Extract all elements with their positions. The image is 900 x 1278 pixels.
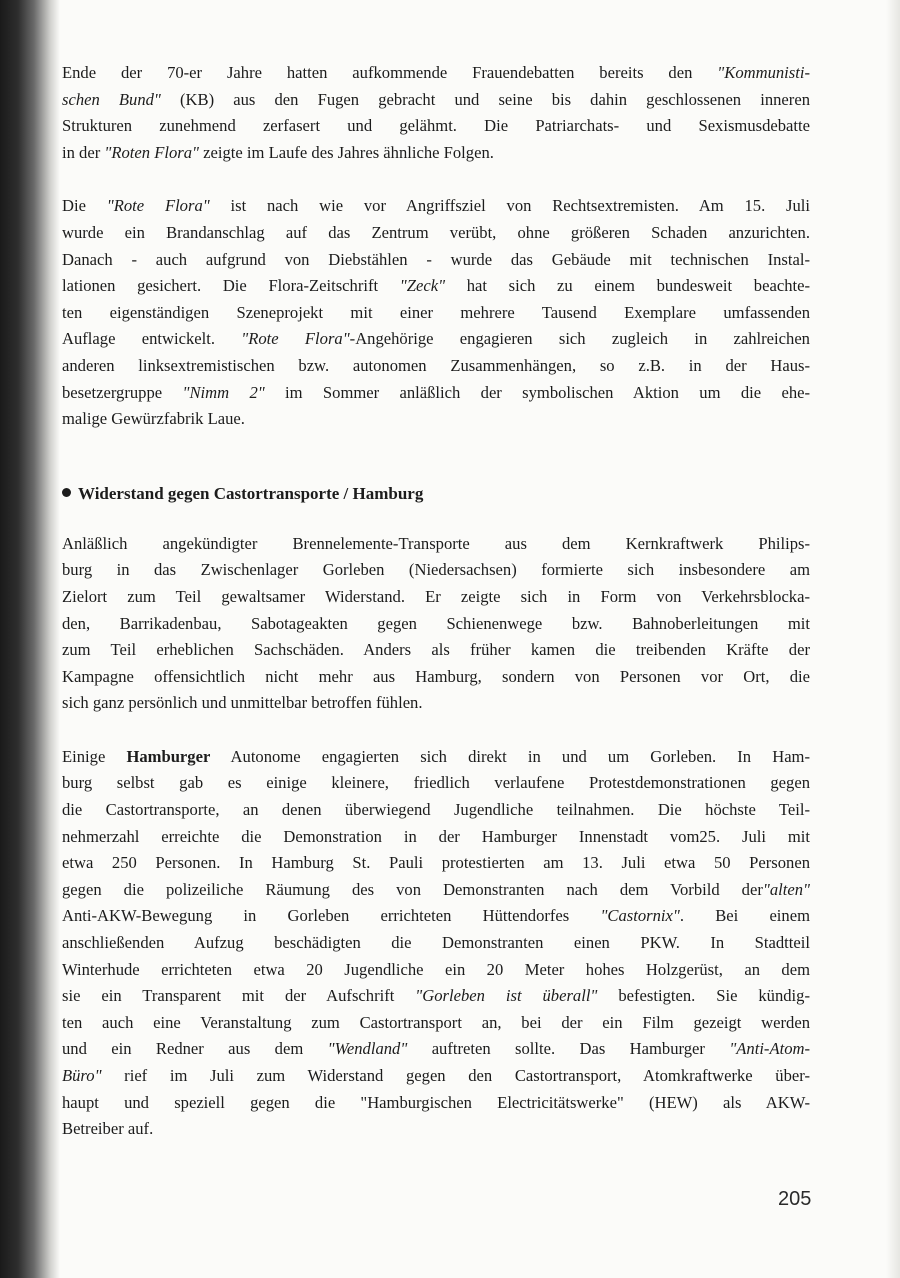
- text-line: anderen linksextremistischen bzw. autonomen Zusammenhängen, so z.B. in der Haus-: [62, 355, 810, 375]
- text-line: etwa 250 Personen. In Hamburg St. Pauli protestierten am 13. Juli etwa 50 Personen: [62, 853, 810, 873]
- text-line: Auflage entwickelt. "Rote Flora"-Angehörige engagieren sich zugleich in zahlreichen: [62, 329, 810, 349]
- text-line: ten eigenständigen Szeneprojekt mit einer mehrere Tausend Exemplare umfassenden: [62, 302, 810, 322]
- text-line: die Castortransporte, an denen überwiegend Jugendliche teilnahmen. Die höchste Teil-: [62, 800, 810, 820]
- text-line: Strukturen zunehmend zerfasert und gelähmt. Die Patriarchats- und Sexismusdebatte: [62, 116, 810, 136]
- text-line: nehmerzahl erreichte die Demonstration in der Hamburger Innenstadt vom25. Juli mit: [62, 826, 810, 846]
- text-line: Die "Rote Flora" ist nach wie vor Angriffsziel von Rechtsextremisten. Am 15. Juli: [62, 196, 811, 216]
- text-line: burg selbst gab es einige kleinere, friedlich verlaufene Protestdemonstrationen gegen: [62, 773, 810, 793]
- page-number: 205: [778, 1188, 812, 1210]
- text-line: Danach - auch aufgrund von Diebstählen - wurde das Gebäude mit technischen Instal-: [62, 249, 810, 269]
- page-edge-shading: [886, 0, 900, 1278]
- paragraph-kb-frauendebatten: [62, 60, 810, 166]
- text-line: Betreiber auf.: [62, 1119, 154, 1139]
- text-line: Zielort zum Teil gewaltsamer Widerstand. Er zeigte sich in Form von Verkehrsblocka-: [62, 586, 810, 606]
- body-text: [62, 60, 810, 1170]
- bullet-icon: [62, 488, 71, 497]
- text-line: anschließenden Aufzug beschädigten die Demonstranten einen PKW. In Stadtteil: [62, 933, 810, 953]
- text-line: Einige Hamburger Autonome engagierten sich direkt in und um Gorleben. In Ham-: [62, 746, 810, 766]
- section-heading: Widerstand gegen Castortransporte / Hamburg: [62, 481, 810, 507]
- text-line: Anti-AKW-Bewegung in Gorleben errichteten Hüttendorfes "Castornix". Bei einem: [62, 906, 810, 926]
- text-line: zum Teil erheblichen Sachschäden. Anders als früher kamen die treibenden Kräfte der: [62, 640, 810, 660]
- binding-shadow: [0, 0, 60, 1278]
- text-line: sich ganz persönlich und unmittelbar betroffen fühlen.: [62, 693, 423, 713]
- text-line: haupt und speziell gegen die "Hamburgischen Electricitätswerke" (HEW) als AKW-: [62, 1092, 810, 1112]
- text-line: Kampagne offensichtlich nicht mehr aus Hamburg, sondern von Personen vor Ort, die: [62, 666, 810, 686]
- text-line: den, Barrikadenbau, Sabotageakten gegen Schienenwege bzw. Bahnoberleitungen mit: [62, 613, 810, 633]
- paragraph-rote-flora: [62, 193, 810, 432]
- text-line: Büro" rief im Juli zum Widerstand gegen den Castortransport, Atomkraftwerke über-: [62, 1066, 810, 1085]
- text-line: sie ein Transparent mit der Aufschrift "Gorleben ist überall" befestigten. Sie kündig-: [62, 986, 810, 1006]
- text-line: gegen die polizeiliche Räumung des von Demonstranten nach dem Vorbild der"alten": [62, 879, 810, 899]
- text-line: Ende der 70-er Jahre hatten aufkommende Frauendebatten bereits den "Kommunisti-: [62, 63, 810, 82]
- text-line: schen Bund" (KB) aus den Fugen gebracht und seine bis dahin geschlossenen inneren: [62, 89, 810, 109]
- text-line: wurde ein Brandanschlag auf das Zentrum verübt, ohne größeren Schaden anzurichten.: [62, 222, 810, 242]
- text-line: Anläßlich angekündigter Brennelemente-Transporte aus dem Kernkraftwerk Philips-: [62, 533, 810, 553]
- text-line: burg in das Zwischenlager Gorleben (Niedersachsen) formierte sich insbesondere am: [62, 560, 810, 580]
- text-line: und ein Redner aus dem "Wendland" auftreten sollte. Das Hamburger "Anti-Atom-: [62, 1039, 811, 1059]
- text-line: lationen gesichert. Die Flora-Zeitschrift "Zeck" hat sich zu einem bundesweit beachte-: [62, 276, 811, 296]
- text-line: malige Gewürzfabrik Laue.: [62, 409, 245, 429]
- text-line: besetzergruppe "Nimm 2" im Sommer anläßlich der symbolischen Aktion um die ehe-: [62, 382, 811, 402]
- text-line: in der "Roten Flora" zeigte im Laufe des Jahres ähnliche Folgen.: [62, 142, 494, 162]
- text-line: Winterhude errichteten etwa 20 Jugendliche ein 20 Meter hohes Holzgerüst, an dem: [62, 959, 810, 979]
- text-line: ten auch eine Veranstaltung zum Castortransport an, bei der ein Film gezeigt werden: [62, 1012, 810, 1032]
- paragraph-hamburger-autonome: [62, 744, 810, 1143]
- paragraph-castor-widerstand: [62, 531, 810, 717]
